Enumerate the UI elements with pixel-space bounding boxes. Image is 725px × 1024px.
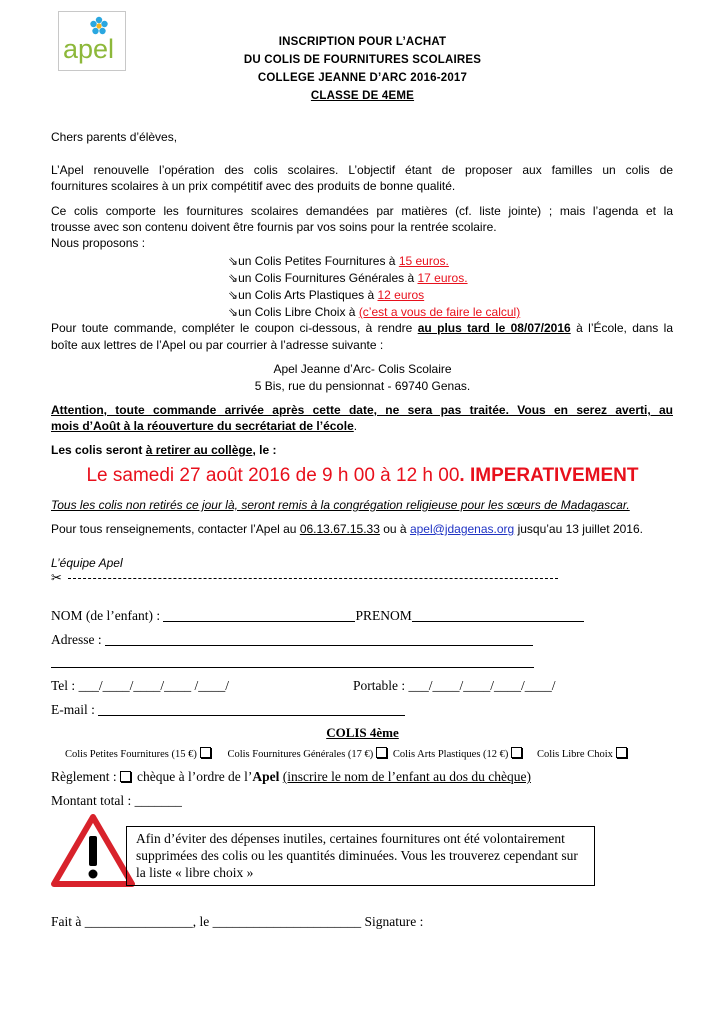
reglement-note: (inscrire le nom de l’enfant au dos du chèque)	[282, 769, 531, 784]
order-line2: boîte aux lettres de l’Apel ou par courrier à l’adresse suivante :	[51, 338, 384, 352]
order-text-end: à l’École, dans la	[576, 321, 674, 335]
arrow-icon: ⇘	[228, 305, 239, 319]
offer-item	[228, 287, 424, 303]
warning-line2: mois d’Août à la réouverture du secrétariat de l’école.	[51, 419, 358, 433]
fait-row	[51, 913, 423, 931]
colis-title: COLIS 4ème	[326, 725, 399, 740]
arrow-icon: ⇘	[228, 271, 239, 285]
montant-field[interactable]: _______	[134, 793, 182, 808]
arrow-icon: ⇘	[228, 254, 239, 268]
warning-triangle-icon	[51, 814, 135, 888]
montant-row	[51, 792, 182, 810]
offer-label: un Colis Petites Fournitures à	[238, 254, 396, 268]
offer-item	[228, 253, 449, 269]
greeting: Chers parents d’élèves,	[51, 130, 178, 144]
choice-petites-checkbox[interactable]	[200, 747, 211, 758]
header-line-3: COLLEGE JEANNE D’ARC 2016-2017	[257, 72, 468, 84]
offer-price: (c’est a vous de faire le calcul)	[358, 305, 521, 319]
fait-label: Fait à	[51, 914, 82, 929]
reglement-label: Règlement :	[51, 769, 117, 784]
address-line1: Apel Jeanne d’Arc- Colis Scolaire	[273, 362, 452, 376]
signature-label: Signature :	[364, 914, 424, 929]
portable-row	[353, 677, 556, 695]
offer-price: 15 euros.	[398, 254, 449, 268]
warning-text: mois d’Août à la réouverture du secrétariat de l’école	[51, 419, 354, 433]
para1-line2: fournitures scolaires à un prix compétitif avec des produits de bonne qualité.	[51, 179, 456, 193]
contact-line	[51, 521, 643, 537]
choice-arts-checkbox[interactable]	[511, 747, 522, 758]
order-deadline: au plus tard le 08/07/2016	[417, 321, 571, 335]
cut-line	[68, 578, 558, 579]
adresse-field-line2[interactable]	[51, 667, 534, 668]
signoff: L’équipe Apel	[51, 556, 123, 570]
offer-label: un Colis Libre Choix à	[238, 305, 356, 319]
tel-label: Tel :	[51, 678, 76, 693]
para2-line2: trousse avec son contenu doivent être fournis par vos soins pour la rentrée scolaire.	[51, 220, 497, 234]
cheque-checkbox[interactable]	[120, 771, 131, 782]
imperative-text: . IMPERATIVEMENT	[459, 465, 639, 486]
pickup-text: Les colis seront	[51, 443, 143, 457]
para2-line3: Nous proposons :	[51, 236, 146, 250]
reglement-row	[51, 768, 531, 786]
choice-libre-label: Colis Libre Choix	[537, 749, 613, 760]
contact-phone[interactable]: 06.13.67.15.33	[299, 522, 380, 536]
fait-field[interactable]: ________________	[84, 914, 193, 929]
address-line2: 5 Bis, rue du pensionnat - 69740 Genas.	[254, 379, 471, 393]
choice-generales-checkbox[interactable]	[376, 747, 387, 758]
arrow-icon: ⇘	[228, 288, 239, 302]
scissors-icon: ✂	[51, 570, 62, 585]
offer-price: 17 euros.	[417, 271, 468, 285]
pickup-date-text: Le samedi 27 août 2016 de 9 h 00 à 12 h 00	[86, 465, 460, 486]
nom-label: NOM (de l’enfant) :	[51, 608, 161, 623]
tel-row	[51, 677, 229, 695]
notice-box: Afin d’éviter des dépenses inutiles, certaines fournitures ont été volontairement supprimées des colis ou les quantités diminuées. Vous les trouverez cependant sur la liste « libre choix »	[126, 826, 595, 886]
portable-field[interactable]: ___/____/____/____/____/	[408, 678, 556, 693]
contact-text-or: ou à	[383, 522, 407, 536]
adresse-field[interactable]	[105, 633, 533, 646]
prenom-field[interactable]	[412, 609, 584, 622]
reglement-text: chèque à l’ordre de l’	[136, 769, 253, 784]
portable-label: Portable :	[353, 678, 406, 693]
reglement-apel: Apel	[252, 769, 280, 784]
contact-email-link[interactable]: apel@jdagenas.org	[409, 522, 515, 536]
email-field[interactable]	[98, 703, 405, 716]
contact-text: Pour tous renseignements, contacter l’Apel au	[51, 522, 297, 536]
pickup-text-end: , le :	[252, 443, 277, 457]
offer-price: 12 euros	[377, 288, 425, 302]
choice-arts-label: Colis Arts Plastiques (12 €)	[392, 749, 509, 760]
email-label: E-mail :	[51, 702, 95, 717]
prenom-label: PRENOM	[355, 608, 412, 623]
pickup-place: à retirer au collège	[145, 443, 253, 457]
header-class: CLASSE DE 4EME	[310, 90, 415, 102]
order-text: Pour toute commande, compléter le coupon ci-dessous, à rendre	[51, 321, 413, 335]
choice-generales-label: Colis Fournitures Générales (17 €)	[227, 749, 374, 760]
unclaimed-notice: Tous les colis non retirés ce jour là, seront remis à la congrégation religieuse pour les sœurs de Madagascar.	[51, 498, 630, 512]
tel-field[interactable]: ___/____/____/____ /____/	[78, 678, 229, 693]
nom-row	[51, 607, 584, 625]
pickup-date	[0, 465, 725, 487]
adresse-row	[51, 631, 533, 649]
para2-line1: Ce colis comporte les fournitures scolaires demandées par matières (cf. liste jointe) ; mais l’agenda et la	[51, 204, 673, 218]
header-line-1: INSCRIPTION POUR L’ACHAT	[278, 36, 447, 48]
warning-line1: Attention, toute commande arrivée après cette date, ne sera pas traitée. Vous en serez averti, au	[51, 403, 673, 417]
para1-line1: L’Apel renouvelle l’opération des colis scolaires. L’objectif étant de proposer aux familles un colis de	[51, 163, 673, 177]
order-line1	[51, 320, 673, 336]
nom-field[interactable]	[163, 609, 355, 622]
email-row	[51, 701, 405, 719]
montant-label: Montant total :	[51, 793, 132, 808]
pickup-line	[51, 442, 276, 458]
offer-label: un Colis Fournitures Générales à	[238, 271, 415, 285]
date-field[interactable]: ______________________	[212, 914, 362, 929]
choice-petites-label: Colis Petites Fournitures (15 €)	[65, 749, 197, 760]
header-line-2: DU COLIS DE FOURNITURES SCOLAIRES	[243, 54, 482, 66]
offer-item	[228, 270, 468, 286]
logo-text: apel	[63, 34, 115, 64]
colis-choices	[65, 747, 630, 763]
adresse-label: Adresse :	[51, 632, 102, 647]
offer-label: un Colis Arts Plastiques à	[238, 288, 375, 302]
offer-item	[228, 304, 520, 320]
le-label: , le	[192, 914, 210, 929]
choice-libre-checkbox[interactable]	[616, 747, 627, 758]
contact-text-end: jusqu’au 13 juillet 2016.	[517, 522, 643, 536]
